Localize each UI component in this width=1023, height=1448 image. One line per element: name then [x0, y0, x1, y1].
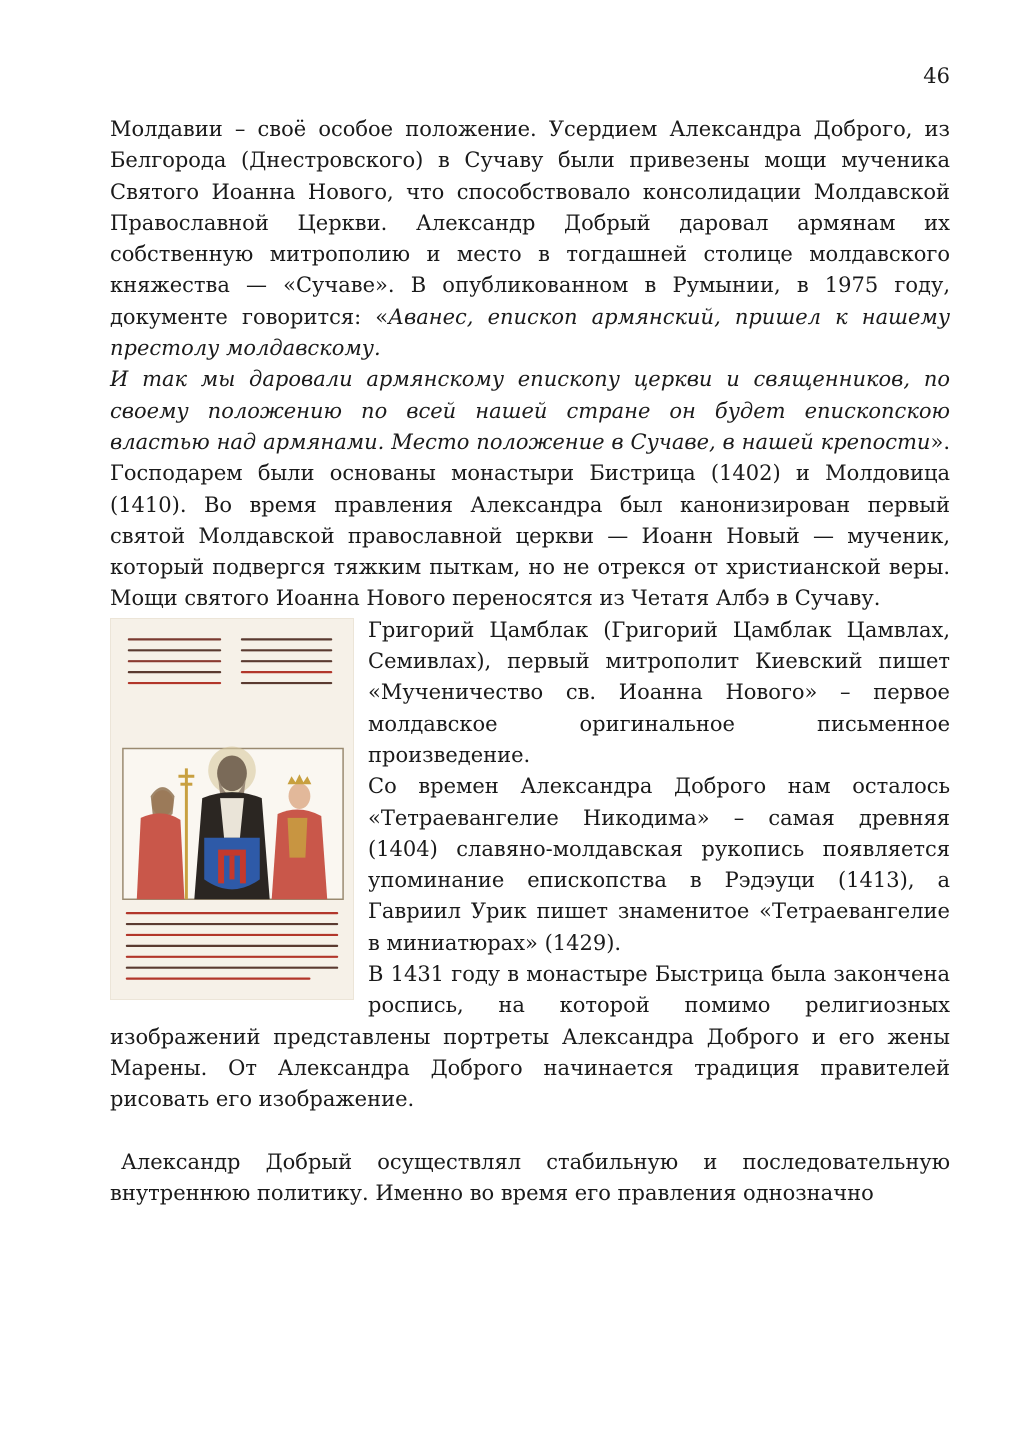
manuscript-miniature-image [111, 619, 353, 999]
paragraph: Александр Добрый осуществлял стабильную и последовательную внутреннюю политику. Именно во время его правления однозначно [110, 1149, 950, 1205]
paragraph-text: ». Господарем были основаны монастыри Бистрица (1402) и Молдовица (1410). Во время правления Александра был канонизирован первый святой Молдавской православной церкви — Иоанн Новый — мученик, который подвергся тяжким пыткам, но не отрекся от христианской веры. Мощи святого Иоанна Нового переносятся из Четатя Албэ в Сучаву. [110, 429, 950, 611]
paragraph: Со времен Александра Доброго нам осталось «Тетраевангелие Никодима» – самая древняя (1404) славяно-молдавская рукопись появляется упоминание епископства в Рэдэуци (1413), а Гавриил Урик пишет знаменитое «Тетраевангелие в миниатюрах» (1429). [368, 774, 950, 955]
paragraph: В 1431 году в монастыре Быстрица была закончена роспись, на которой помимо религиозных изображений представлены портреты Александра Доброго и его жены Марены. От Александра Доброго начинается традиция правителей рисовать его изображение. [110, 962, 950, 1112]
page-number: 46 [923, 64, 950, 88]
quote-text: И так мы даровали армянскому епископу церкви и священников, по своему положению по всей нашей стране он будет епископскою властью над армянами. Место положение в Сучаве, в нашей крепости [110, 367, 950, 454]
body-text [110, 114, 950, 1209]
manuscript-illustration [110, 618, 354, 1000]
quote-text: Аванес, епископ армянский, пришел к нашему престолу молдавскому. [110, 304, 951, 361]
paragraph: Григорий Цамблак (Григорий Цамблак Цамвлах, Семивлах), первый митрополит Киевский пишет «Мученичество св. Иоанна Нового» – первое молдавское оригинальное письменное произведение. [368, 617, 950, 767]
paragraph [110, 364, 950, 614]
paragraph-spacer [110, 1116, 950, 1147]
paragraph [110, 114, 950, 364]
paragraph-text: Молдавии – своё особое положение. Усердием Александра Доброго, из Белгорода (Днестровского) в Сучаву были привезены мощи мученика Святого Иоанна Нового, что способствовало консолидации Молдавской Православной Церкви. Александр Добрый даровал армянам их собственную митрополию и место в тогдашней столице молдавского княжества — «Сучаве». В опубликованном в Румынии, в 1975 году, документе говорится: « [110, 117, 950, 329]
